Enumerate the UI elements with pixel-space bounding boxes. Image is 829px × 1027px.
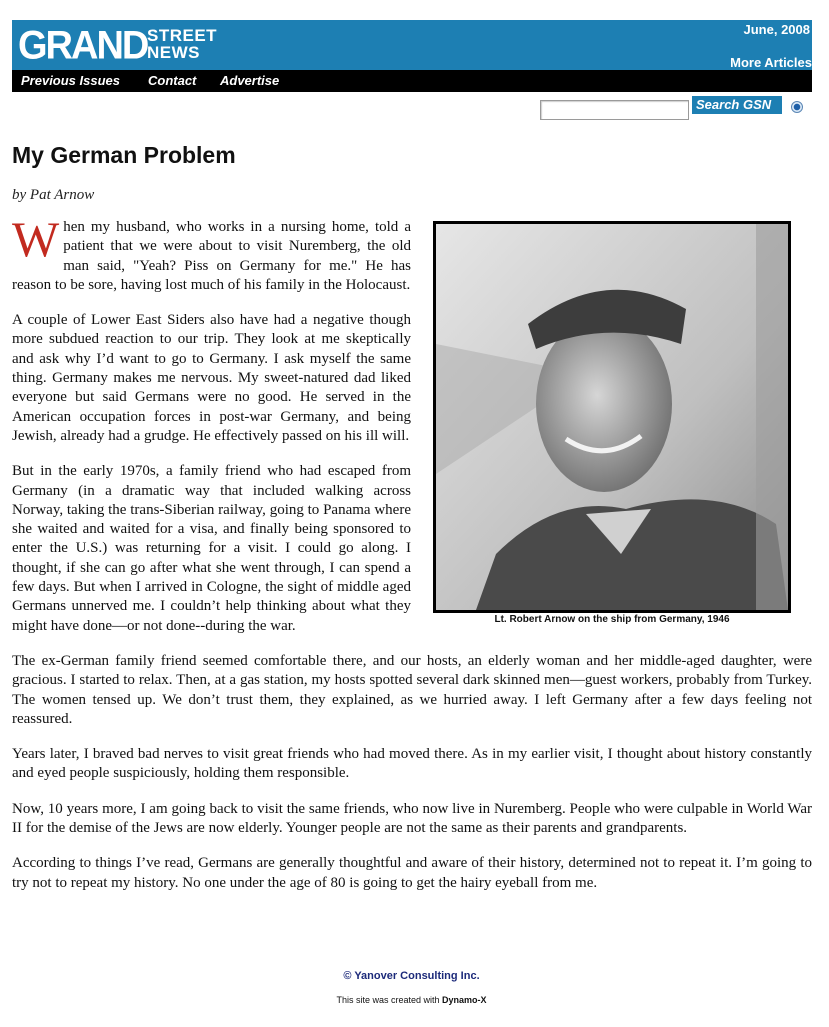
logo-street: STREET [147,26,218,45]
article-paragraph: According to things I’ve read, Germans are generally thoughtful and aware of their history, determined not to repeat it. I’m going to try not to repeat my history. No one under the age of 80 is going to get the hairy eyeball from me. [12,855,812,891]
logo-street-news[interactable] [147,27,217,61]
article-body [12,211,812,909]
nav-advertise[interactable]: Advertise [220,73,280,88]
nav-bar [12,70,812,92]
masthead [12,20,812,70]
more-articles-link[interactable]: More Articles [730,55,812,70]
article-paragraph: A couple of Lower East Siders also have had a negative though more subdued reaction to our trip. They look at me skeptically and ask why I’d want to go to Germany. I ask myself the same thing. Germany makes me nervous. My sweet-natured dad liked everyone but said Germans were no good. He served in the American occupation forces in post-war Germany, and being Jewish, already had a grudge. He effectively passed on his ill will. [12,312,411,444]
footer-copyright-link[interactable]: © Yanover Consulting Inc. [343,970,480,982]
article-byline: by Pat Arnow [12,187,95,203]
logo-news: NEWS [147,43,200,62]
photo-spacer [411,218,812,638]
photo-caption: Lt. Robert Arnow on the ship from Germany, 1946 [494,614,730,625]
article-paragraph: But in the early 1970s, a family friend who had escaped from Germany (in a dramatic way that included walking across Norway, taking the trans-Siberian railway, going to Panama where she waited and waited for a visa, and finally being sponsored to enter the U.S.) was returning for a visit. I could go along. I thought, if she can go after what she went through, I can spend a few days. But when I arrived in Cologne, the sight of middle aged Germans unnerved me. I couldn’t help thinking about what they might have done—or not done--during the war. [12,463,411,634]
nav-contact[interactable]: Contact [148,73,197,88]
footer-credit-tool[interactable]: Dynamo-X [442,995,487,1005]
footer-credit-prefix: This site was created with [336,995,443,1005]
article-title: My German Problem [12,142,236,168]
drop-cap: W [12,211,60,267]
article-paragraph: The ex-German family friend seemed comfortable there, and our hosts, an elderly woman and her middle-aged daughter, were gracious. I started to relax. Then, at a gas station, my hosts spotted several dark skinned men—guest workers, probably from Turkey. The women tensed up. We don’t trust them, they explained, as we hurried away. I left Germany after a few days feeling not reassured. [12,652,812,727]
footer-credit [0,995,823,1005]
search-radio-button[interactable] [791,101,803,113]
search-input[interactable] [540,100,689,120]
article-paragraph: Years later, I braved bad nerves to visit great friends who had moved there. As in my earlier visit, I thought about history constantly and eyed people suspiciously, holding them responsible. [12,746,812,782]
nav-previous-issues[interactable]: Previous Issues [21,73,120,88]
article-paragraph: Now, 10 years more, I am going back to visit the same friends, who now live in Nuremberg. People who were culpable in World War II for the demise of the Jews are now elderly. Younger people are not the same as their parents and grandparents. [12,800,812,837]
paragraph-text: hen my husband, who works in a nursing home, told a patient that we were about to visit Nuremberg, the old man said, "Yeah? Piss on Germany for me." He has reason to be sore, having lost much of his family in the Holocaust. [12,219,411,293]
search-button[interactable]: Search GSN [692,96,782,114]
logo-grand[interactable]: GRAND [18,23,148,69]
issue-date: June, 2008 [743,22,810,37]
